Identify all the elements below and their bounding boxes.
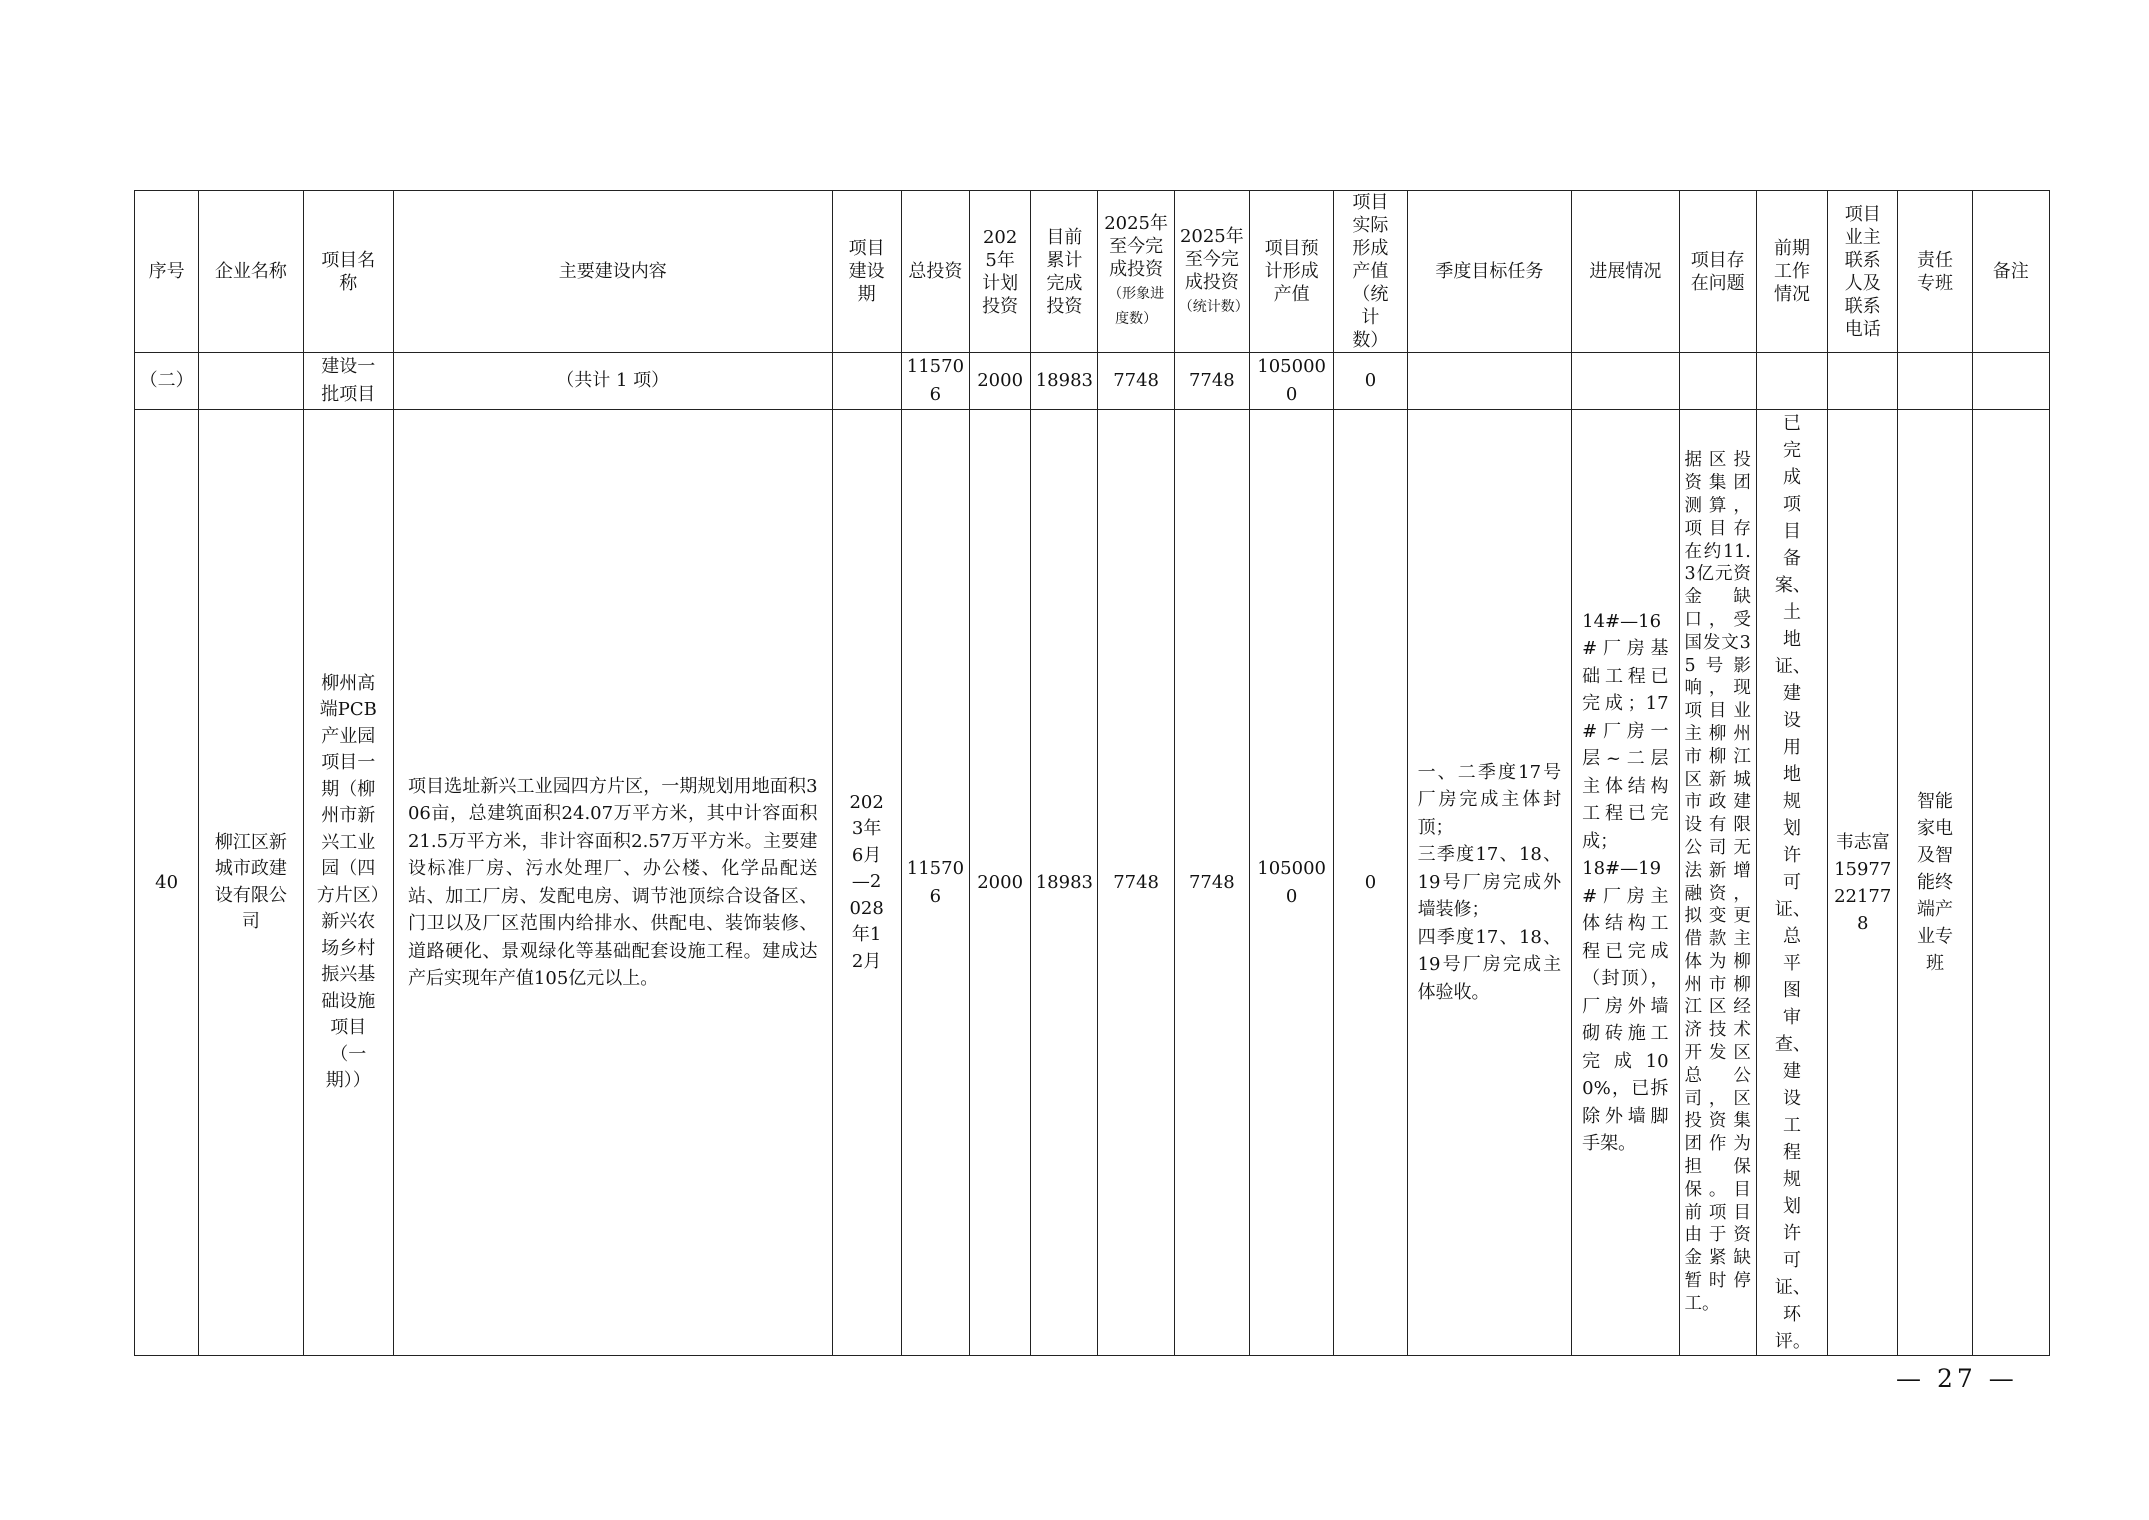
row-expected-output: 1050000: [1250, 410, 1334, 1356]
header-plan-2025: 2025年计划投资: [970, 191, 1031, 353]
page-number: — 27 —: [1896, 1364, 2018, 1393]
header-period: 项目建设期: [832, 191, 901, 353]
header-progress-2025-main: 2025年至今完成投资: [1104, 213, 1168, 280]
row-responsible: 智能家电及智能终端产业专班: [1898, 410, 1972, 1356]
row-total: 115706: [901, 410, 969, 1356]
header-stat-2025-main: 2025年至今完成投资: [1179, 225, 1244, 293]
header-row: [135, 191, 2050, 353]
summary-content: （共计 1 项）: [393, 353, 832, 410]
summary-total: 115706: [901, 353, 969, 410]
header-actual-output: 项目实际形成产值（统计数）: [1334, 191, 1407, 353]
row-actual-output: 0: [1334, 410, 1407, 1356]
row-seq: 40: [135, 410, 199, 1356]
summary-company: [199, 353, 303, 410]
summary-progress-2025: 7748: [1098, 353, 1174, 410]
header-progress-2025-small: （形象进度数）: [1108, 286, 1165, 327]
header-content: 主要建设内容: [393, 191, 832, 353]
header-stat-2025-small: （统计数）: [1178, 298, 1249, 315]
header-remarks: 备注: [1972, 191, 2049, 353]
summary-seq: （二）: [135, 353, 199, 410]
row-content: 项目选址新兴工业园四方片区，一期规划用地面积306亩，总建筑面积24.07万平方米，其中计容面积21.5万平方米，非计容面积2.57万平方米。主要建设标准厂房、污水处理厂、办公楼、化学品配送站、加工厂房、发配电房、调节池顶综合设备区、门卫以及厂区范围内给排水、供配电、装饰装修、道路硬化、景观绿化等基础配套设施工程。建成达产后实现年产值105亿元以上。: [393, 410, 832, 1356]
row-project-name: 柳州高端PCB产业园项目一期（柳州市新兴工业园（四方片区）新兴农场乡村振兴基础设施项目（一期））: [303, 410, 393, 1356]
summary-expected-output: 1050000: [1250, 353, 1334, 410]
row-stat-2025: 7748: [1174, 410, 1249, 1356]
row-progress: 14#—16#厂房基础工程已完成；17#厂房一层~二层主体结构工程已完成； 18#—19#厂房主体结构工程已完成（封顶），厂房外墙砌砖施工完成100%，已拆除外墙脚手架。: [1572, 410, 1679, 1356]
summary-row: [135, 353, 2050, 410]
header-cumulative: 目前累计完成投资: [1031, 191, 1098, 353]
header-progress-2025: [1098, 191, 1174, 353]
summary-period: [832, 353, 901, 410]
header-contact: 项目业主联系人及联系电话: [1828, 191, 1898, 353]
header-total: 总投资: [901, 191, 969, 353]
row-contact: 韦志富 15977221778: [1828, 410, 1898, 1356]
row-company: 柳江区新城市政建设有限公司: [199, 410, 303, 1356]
summary-actual-output: 0: [1334, 353, 1407, 410]
header-expected-output: 项目预计形成产值: [1250, 191, 1334, 353]
header-seq: 序号: [135, 191, 199, 353]
row-preliminary: 已完成项目备案、土地证、建设用地规划许可证、总平图审查、建设工程规划许可证、环评。: [1756, 410, 1827, 1356]
header-issues: 项目存在问题: [1679, 191, 1756, 353]
row-issues: 据区投资集团测算，项目存在约11.3亿元资金缺口，受国发文35号影响，现项目业主柳州市柳江区新城市政建设有限公司无法新增融资，拟变更借款主体为柳州市柳江区经济技术开发区总公司，区投资集团作为担保保。目前项目由于资金紧缺暂时停工。: [1679, 410, 1756, 1356]
row-period: 2023年6月—2028年12月: [832, 410, 901, 1356]
row-cumulative: 18983: [1031, 410, 1098, 1356]
header-quarter-target: 季度目标任务: [1407, 191, 1572, 353]
summary-cumulative: 18983: [1031, 353, 1098, 410]
summary-stat-2025: 7748: [1174, 353, 1249, 410]
header-preliminary: 前期工作情况: [1756, 191, 1827, 353]
header-progress: 进展情况: [1572, 191, 1679, 353]
row-remarks: [1972, 410, 2049, 1356]
summary-name: 建设一批项目: [303, 353, 393, 410]
project-table: [134, 190, 2050, 1356]
row-quarter-target: 一、二季度17号厂房完成主体封顶； 三季度17、18、19号厂房完成外墙装修； 四季度17、18、19号厂房完成主体验收。: [1407, 410, 1572, 1356]
header-project-name: 项目名称: [303, 191, 393, 353]
header-company: 企业名称: [199, 191, 303, 353]
header-responsible: 责任专班: [1898, 191, 1972, 353]
row-plan-2025: 2000: [970, 410, 1031, 1356]
header-stat-2025: [1174, 191, 1249, 353]
summary-plan-2025: 2000: [970, 353, 1031, 410]
table-row: [135, 410, 2050, 1356]
row-progress-2025: 7748: [1098, 410, 1174, 1356]
